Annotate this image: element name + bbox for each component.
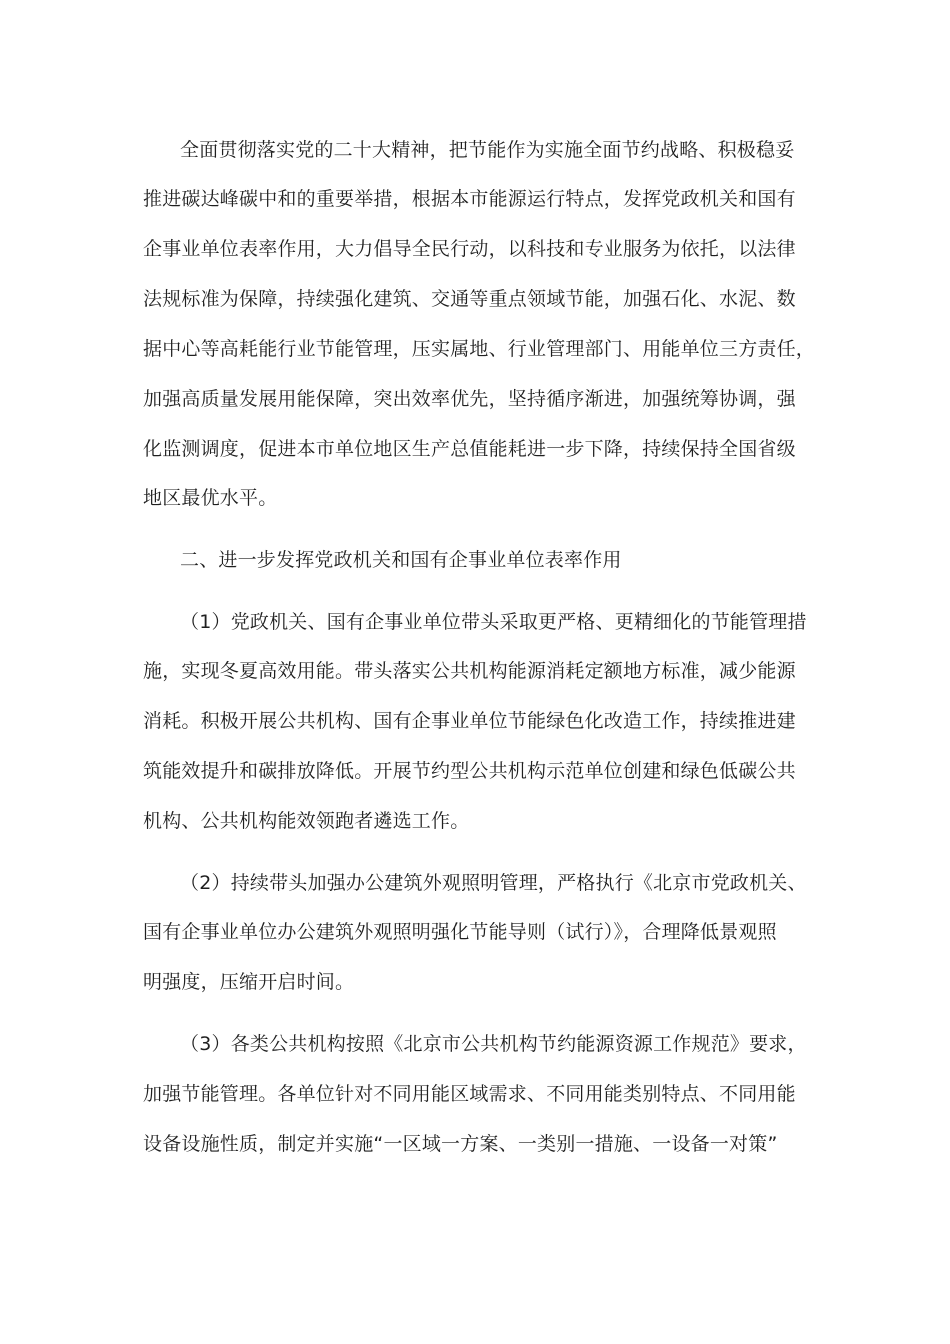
- text-line: 加强节能管理。各单位针对不同用能区域需求、不同用能类别特点、不同用能: [143, 1083, 796, 1105]
- text-line: 加强高质量发展用能保障，突出效率优先，坚持循序渐进，加强统筹协调，强: [143, 388, 796, 410]
- text-line: （1）党政机关、国有企事业单位带头采取更严格、更精细化的节能管理措: [180, 611, 807, 633]
- text-line: 化监测调度，促进本市单位地区生产总值能耗进一步下降，持续保持全国省级: [143, 438, 796, 460]
- text-line: 据中心等高耗能行业节能管理，压实属地、行业管理部门、用能单位三方责任，: [143, 338, 816, 360]
- text-line: 企事业单位表率作用，大力倡导全民行动，以科技和专业服务为依托，以法律: [143, 238, 796, 260]
- text-line: 法规标准为保障，持续强化建筑、交通等重点领域节能，加强石化、水泥、数: [143, 288, 796, 310]
- text-line: 明强度，压缩开启时间。: [143, 971, 355, 993]
- text-line: 施，实现冬夏高效用能。带头落实公共机构能源消耗定额地方标准，减少能源: [143, 660, 796, 682]
- text-line: （2）持续带头加强办公建筑外观照明管理，严格执行《北京市党政机关、: [180, 872, 807, 894]
- text-line: 全面贯彻落实党的二十大精神，把节能作为实施全面节约战略、积极稳妥: [180, 139, 795, 161]
- text-line: 国有企事业单位办公建筑外观照明强化节能导则（试行）》，合理降低景观照: [143, 921, 777, 943]
- text-line: 机构、公共机构能效领跑者遴选工作。: [143, 810, 470, 832]
- section-heading: 二、进一步发挥党政机关和国有企事业单位表率作用: [180, 549, 622, 571]
- text-line: 设备设施性质，制定并实施“一区域一方案、一类别一措施、一设备一对策”: [143, 1133, 778, 1155]
- text-line: 筑能效提升和碳排放降低。开展节约型公共机构示范单位创建和绿色低碳公共: [143, 760, 796, 782]
- text-line: （3）各类公共机构按照《北京市公共机构节约能源资源工作规范》要求，: [180, 1033, 807, 1055]
- text-line: 地区最优水平。: [143, 487, 278, 509]
- text-line: 推进碳达峰碳中和的重要举措，根据本市能源运行特点，发挥党政机关和国有: [143, 188, 796, 210]
- text-line: 消耗。积极开展公共机构、国有企事业单位节能绿色化改造工作，持续推进建: [143, 710, 796, 732]
